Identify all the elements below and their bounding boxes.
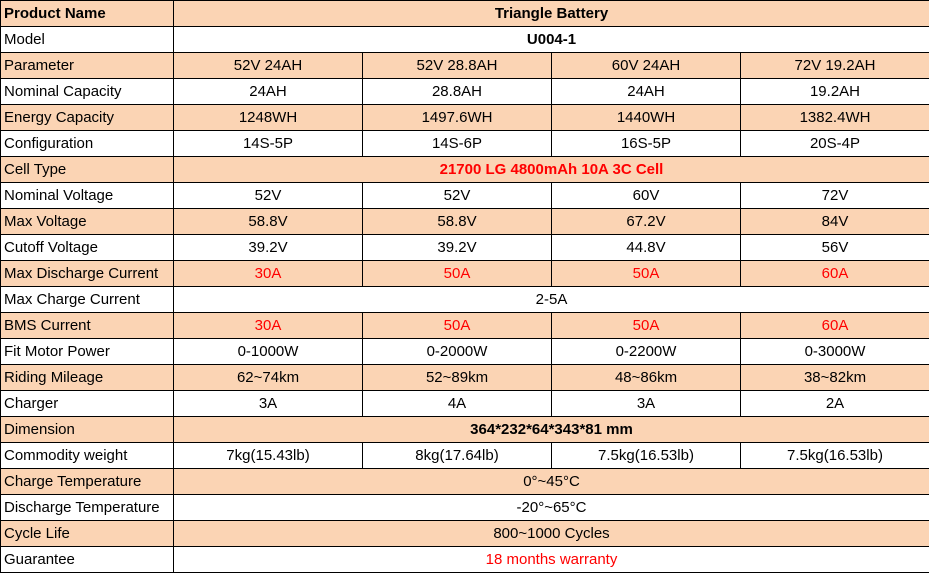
cell-value: 44.8V xyxy=(552,235,741,261)
row-label: Nominal Voltage xyxy=(1,183,174,209)
row-guarantee xyxy=(1,547,929,573)
cell-value: 30A xyxy=(174,261,363,287)
row-label: Dimension xyxy=(1,417,174,443)
guarantee-value: 18 months warranty xyxy=(174,547,929,573)
row-fit-motor-power xyxy=(1,339,929,365)
cell-type-value: 21700 LG 4800mAh 10A 3C Cell xyxy=(174,157,929,183)
cell-value: 19.2AH xyxy=(741,79,929,105)
cell-value: 3A xyxy=(552,391,741,417)
cell-value: 50A xyxy=(552,313,741,339)
cell-value: 52V 24AH xyxy=(174,53,363,79)
row-label: Cycle Life xyxy=(1,521,174,547)
row-parameter xyxy=(1,53,929,79)
row-label: Cutoff Voltage xyxy=(1,235,174,261)
cell-value: 52V 28.8AH xyxy=(363,53,552,79)
row-discharge-temperature xyxy=(1,495,929,521)
cell-value: 72V xyxy=(741,183,929,209)
row-label: BMS Current xyxy=(1,313,174,339)
cell-value: 60V 24AH xyxy=(552,53,741,79)
cell-value: 56V xyxy=(741,235,929,261)
row-bms-current xyxy=(1,313,929,339)
row-label: Max Charge Current xyxy=(1,287,174,313)
cell-value: 1440WH xyxy=(552,105,741,131)
cell-value: 52~89km xyxy=(363,365,552,391)
cell-value: 3A xyxy=(174,391,363,417)
discharge-temperature-value: -20°~65°C xyxy=(174,495,929,521)
cell-value: 14S-6P xyxy=(363,131,552,157)
cell-value: 48~86km xyxy=(552,365,741,391)
cell-value: 20S-4P xyxy=(741,131,929,157)
dimension-value: 364*232*64*343*81 mm xyxy=(174,417,929,443)
row-nominal-capacity xyxy=(1,79,929,105)
cell-value: 1497.6WH xyxy=(363,105,552,131)
row-riding-mileage xyxy=(1,365,929,391)
cell-value: 50A xyxy=(552,261,741,287)
cell-value: 1248WH xyxy=(174,105,363,131)
cell-value: 2A xyxy=(741,391,929,417)
row-label: Riding Mileage xyxy=(1,365,174,391)
row-cutoff-voltage xyxy=(1,235,929,261)
cell-value: 0-3000W xyxy=(741,339,929,365)
row-label: Max Voltage xyxy=(1,209,174,235)
row-label: Nominal Capacity xyxy=(1,79,174,105)
row-label: Cell Type xyxy=(1,157,174,183)
cell-value: 1382.4WH xyxy=(741,105,929,131)
cell-value: 58.8V xyxy=(174,209,363,235)
row-label: Max Discharge Current xyxy=(1,261,174,287)
row-label: Guarantee xyxy=(1,547,174,573)
charge-temperature-value: 0°~45°C xyxy=(174,469,929,495)
cycle-life-value: 800~1000 Cycles xyxy=(174,521,929,547)
row-label: Commodity weight xyxy=(1,443,174,469)
row-max-voltage xyxy=(1,209,929,235)
cell-value: 24AH xyxy=(552,79,741,105)
cell-value: 72V 19.2AH xyxy=(741,53,929,79)
cell-value: 38~82km xyxy=(741,365,929,391)
cell-value: 50A xyxy=(363,313,552,339)
cell-value: 0-1000W xyxy=(174,339,363,365)
cell-value: 39.2V xyxy=(363,235,552,261)
row-model xyxy=(1,27,929,53)
row-max-charge-current xyxy=(1,287,929,313)
max-charge-current-value: 2-5A xyxy=(174,287,929,313)
cell-value: 14S-5P xyxy=(174,131,363,157)
cell-value: 58.8V xyxy=(363,209,552,235)
row-energy-capacity xyxy=(1,105,929,131)
cell-value: 0-2200W xyxy=(552,339,741,365)
cell-value: 62~74km xyxy=(174,365,363,391)
cell-value: 52V xyxy=(174,183,363,209)
row-label: Energy Capacity xyxy=(1,105,174,131)
cell-value: 30A xyxy=(174,313,363,339)
cell-value: 7kg(15.43lb) xyxy=(174,443,363,469)
cell-value: 39.2V xyxy=(174,235,363,261)
cell-value: 7.5kg(16.53lb) xyxy=(552,443,741,469)
row-configuration xyxy=(1,131,929,157)
row-label: Charge Temperature xyxy=(1,469,174,495)
row-product-name xyxy=(1,1,929,27)
row-commodity-weight xyxy=(1,443,929,469)
cell-value: 16S-5P xyxy=(552,131,741,157)
cell-value: 28.8AH xyxy=(363,79,552,105)
cell-value: 60A xyxy=(741,313,929,339)
model-value: U004-1 xyxy=(174,27,929,53)
row-label: Fit Motor Power xyxy=(1,339,174,365)
row-label: Configuration xyxy=(1,131,174,157)
row-dimension xyxy=(1,417,929,443)
cell-value: 4A xyxy=(363,391,552,417)
row-label: Model xyxy=(1,27,174,53)
row-cell-type xyxy=(1,157,929,183)
row-nominal-voltage xyxy=(1,183,929,209)
row-cycle-life xyxy=(1,521,929,547)
cell-value: 60A xyxy=(741,261,929,287)
row-charge-temperature xyxy=(1,469,929,495)
row-max-discharge-current xyxy=(1,261,929,287)
row-charger xyxy=(1,391,929,417)
cell-value: 7.5kg(16.53lb) xyxy=(741,443,929,469)
row-label: Product Name xyxy=(1,1,174,27)
cell-value: 8kg(17.64lb) xyxy=(363,443,552,469)
row-label: Discharge Temperature xyxy=(1,495,174,521)
row-label: Charger xyxy=(1,391,174,417)
cell-value: 52V xyxy=(363,183,552,209)
cell-value: 84V xyxy=(741,209,929,235)
cell-value: 67.2V xyxy=(552,209,741,235)
cell-value: 60V xyxy=(552,183,741,209)
product-name-value: Triangle Battery xyxy=(174,1,929,27)
row-label: Parameter xyxy=(1,53,174,79)
cell-value: 50A xyxy=(363,261,552,287)
cell-value: 24AH xyxy=(174,79,363,105)
cell-value: 0-2000W xyxy=(363,339,552,365)
